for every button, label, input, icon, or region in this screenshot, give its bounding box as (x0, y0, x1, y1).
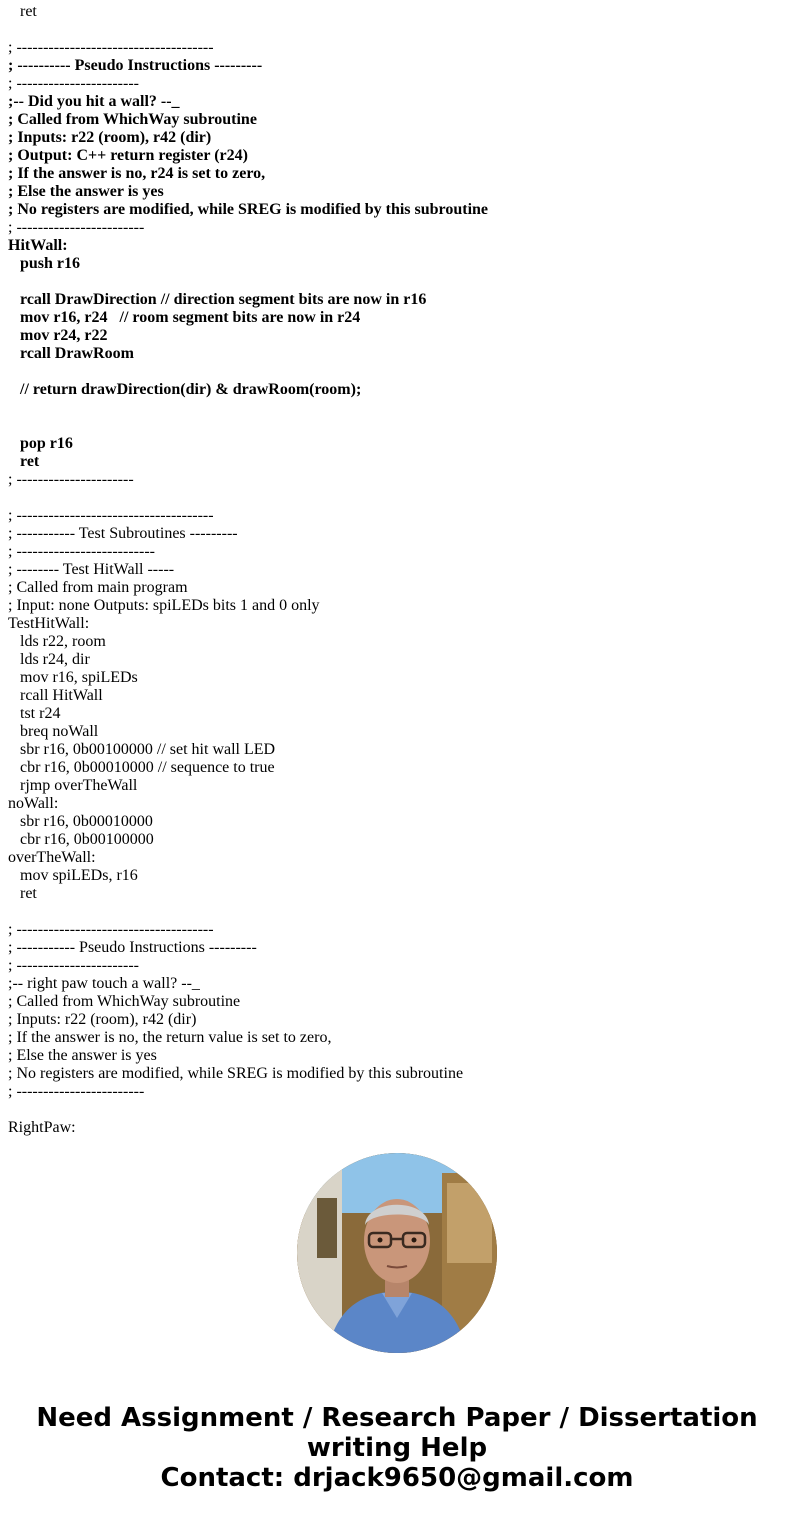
code-line: cbr r16, 0b00010000 // sequence to true (8, 759, 275, 776)
code-line: mov r24, r22 (8, 327, 108, 344)
code-line: rcall DrawDirection // direction segment bits are now in r16 (8, 291, 427, 308)
code-line (8, 273, 788, 291)
code-line (8, 1101, 788, 1119)
code-line: rcall DrawRoom (8, 345, 134, 362)
code-line: ; Else the answer is yes (8, 183, 164, 200)
code-line: rjmp overTheWall (8, 777, 138, 794)
code-line: ; Inputs: r22 (room), r42 (dir) (8, 129, 212, 146)
code-line: ; No registers are modified, while SREG is modified by this subroutine (8, 1065, 464, 1082)
code-line: noWall: (8, 795, 59, 812)
code-line: ; ------------------------------------- (8, 507, 214, 524)
code-line: ; -------------------------- (8, 543, 155, 560)
code-line: ; ----------- Pseudo Instructions --------- (8, 939, 257, 956)
code-line: ; -------- Test HitWall ----- (8, 561, 175, 578)
code-line: ; ---------- Pseudo Instructions --------- (8, 57, 263, 74)
footer-line-2: writing Help (306, 1433, 488, 1463)
code-line: RightPaw: (8, 1119, 76, 1136)
author-photo (297, 1153, 497, 1353)
code-line (8, 903, 788, 921)
footer-promo (0, 1403, 794, 1493)
code-line: ; Inputs: r22 (room), r42 (dir) (8, 1011, 197, 1028)
code-line (8, 21, 788, 39)
code-line: TestHitWall: (8, 615, 90, 632)
code-line: ; ----------------------- (8, 957, 139, 974)
author-avatar (297, 1153, 497, 1353)
code-line: cbr r16, 0b00100000 (8, 831, 154, 848)
code-line: ; ---------------------- (8, 471, 134, 488)
code-line: sbr r16, 0b00010000 (8, 813, 153, 830)
code-line: mov r16, r24 // room segment bits are now in r24 (8, 309, 361, 326)
code-line (8, 417, 788, 435)
code-line: breq noWall (8, 723, 99, 740)
code-line: push r16 (8, 255, 81, 272)
code-line: rcall HitWall (8, 687, 103, 704)
code-line: tst r24 (8, 705, 61, 722)
code-line: lds r22, room (8, 633, 106, 650)
code-line: ; If the answer is no, r24 is set to zero, (8, 165, 266, 182)
code-line: ret (8, 885, 37, 902)
code-line (8, 399, 788, 417)
code-line: ; Else the answer is yes (8, 1047, 157, 1064)
code-line: ;-- right paw touch a wall? --_ (8, 975, 200, 992)
code-line: ;-- Did you hit a wall? --_ (8, 93, 180, 110)
code-line: ; If the answer is no, the return value is set to zero, (8, 1029, 332, 1046)
code-line: ret (8, 453, 40, 470)
code-line: ; ------------------------ (8, 219, 145, 236)
code-line: ; Input: none Outputs: spiLEDs bits 1 and 0 only (8, 597, 320, 614)
code-line: ; Called from WhichWay subroutine (8, 993, 241, 1010)
code-line: sbr r16, 0b00100000 // set hit wall LED (8, 741, 276, 758)
code-line: HitWall: (8, 237, 68, 254)
code-line (8, 489, 788, 507)
code-line: lds r24, dir (8, 651, 90, 668)
code-line: ; No registers are modified, while SREG is modified by this subroutine (8, 201, 489, 218)
footer-contact: Contact: drjack9650@gmail.com (160, 1463, 634, 1493)
code-line: overTheWall: (8, 849, 96, 866)
code-line: ret (8, 3, 37, 20)
code-line: ; ----------- Test Subroutines --------- (8, 525, 238, 542)
code-line: // return drawDirection(dir) & drawRoom(room); (8, 381, 362, 398)
code-line: ; ------------------------ (8, 1083, 145, 1100)
code-line: ; Called from WhichWay subroutine (8, 111, 257, 128)
code-line (8, 363, 788, 381)
code-line: ; Output: C++ return register (r24) (8, 147, 248, 164)
footer-line-1: Need Assignment / Research Paper / Dissertation (36, 1403, 758, 1433)
code-line: pop r16 (8, 435, 73, 452)
code-line: mov spiLEDs, r16 (8, 867, 138, 884)
code-line: ; ------------------------------------- (8, 921, 214, 938)
code-line: ; Called from main program (8, 579, 188, 596)
code-line: mov r16, spiLEDs (8, 669, 138, 686)
code-line: ; ----------------------- (8, 75, 139, 92)
code-line: ; ------------------------------------- (8, 39, 214, 56)
code-listing (8, 3, 788, 1137)
